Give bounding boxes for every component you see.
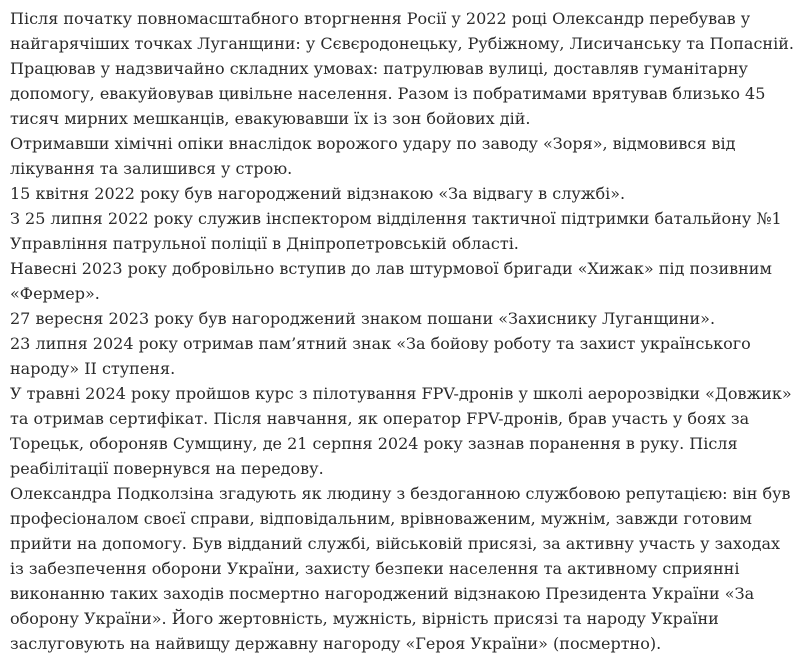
paragraph-fpv-drones: У травні 2024 року пройшов курс з пілотування FPV-дронів у школі аеророзвідки «Довжик» та отримав сертифікат. Після навчання, як оператор FPV-дронів, брав участь у боях за Торецьк, обороняв Сумщину, де 21 серпня 2024 року зазнав поранення в руку. Після реабілітації повернувся на передову. — [10, 384, 792, 478]
paragraph-award-valor: 15 квітня 2022 року був нагороджений відзнакою «За відвагу в службі». — [10, 184, 626, 203]
paragraph-assault-brigade: Навесні 2023 року добровільно вступив до лав штурмової бригади «Хижак» під позивним «Фермер». — [10, 259, 772, 303]
paragraph-patrol-police: З 25 липня 2022 року служив інспектором відділення тактичної підтримки батальйону №1 Управління патрульної поліції в Дніпропетровській області. — [10, 209, 782, 253]
paragraph-award-combat: 23 липня 2024 року отримав пам’ятний знак «За бойову роботу та захист українського народу» ІІ ступеня. — [10, 334, 751, 378]
paragraph-evacuation: Працював у надзвичайно складних умовах: патрулював вулиці, доставляв гуманітарну допомогу, евакуйовував цивільне населення. Разом із побратимами врятував близько 45 тисяч мирних мешканців, евакуювавши їх із зон бойових дій. — [10, 59, 766, 128]
paragraph-deployment: Після початку повномасштабного вторгнення Росії у 2022 році Олександр перебував у найгарячіших точках Луганщини: у Сєвєродонецьку, Рубіжному, Лисичанську та Попасній. — [10, 9, 794, 53]
paragraph-tribute: Олександра Подколзіна згадують як людину з бездоганною службовою репутацією: він був професіоналом своєї справи, відповідальним, врівноваженим, мужнім, завжди готовим прийти на допомогу. Був відданий службі, військовій присязі, за активну участь у заходах із забезпечення оборони України, захисту безпеки населення та активному сприянні виконанню таких заходів посмертно нагороджений відзнакою Президента України «За оборону України». Його жертовність, мужність, вірність присязі та народу України заслуговують на найвищу державну нагороду «Героя України» (посмертно). — [10, 484, 791, 653]
paragraph-chemical-burns: Отримавши хімічні опіки внаслідок ворожого удару по заводу «Зоря», відмовився від лікування та залишився у строю. — [10, 134, 736, 178]
paragraph-award-luhansk: 27 вересня 2023 року був нагороджений знаком пошани «Захиснику Луганщини». — [10, 309, 716, 328]
